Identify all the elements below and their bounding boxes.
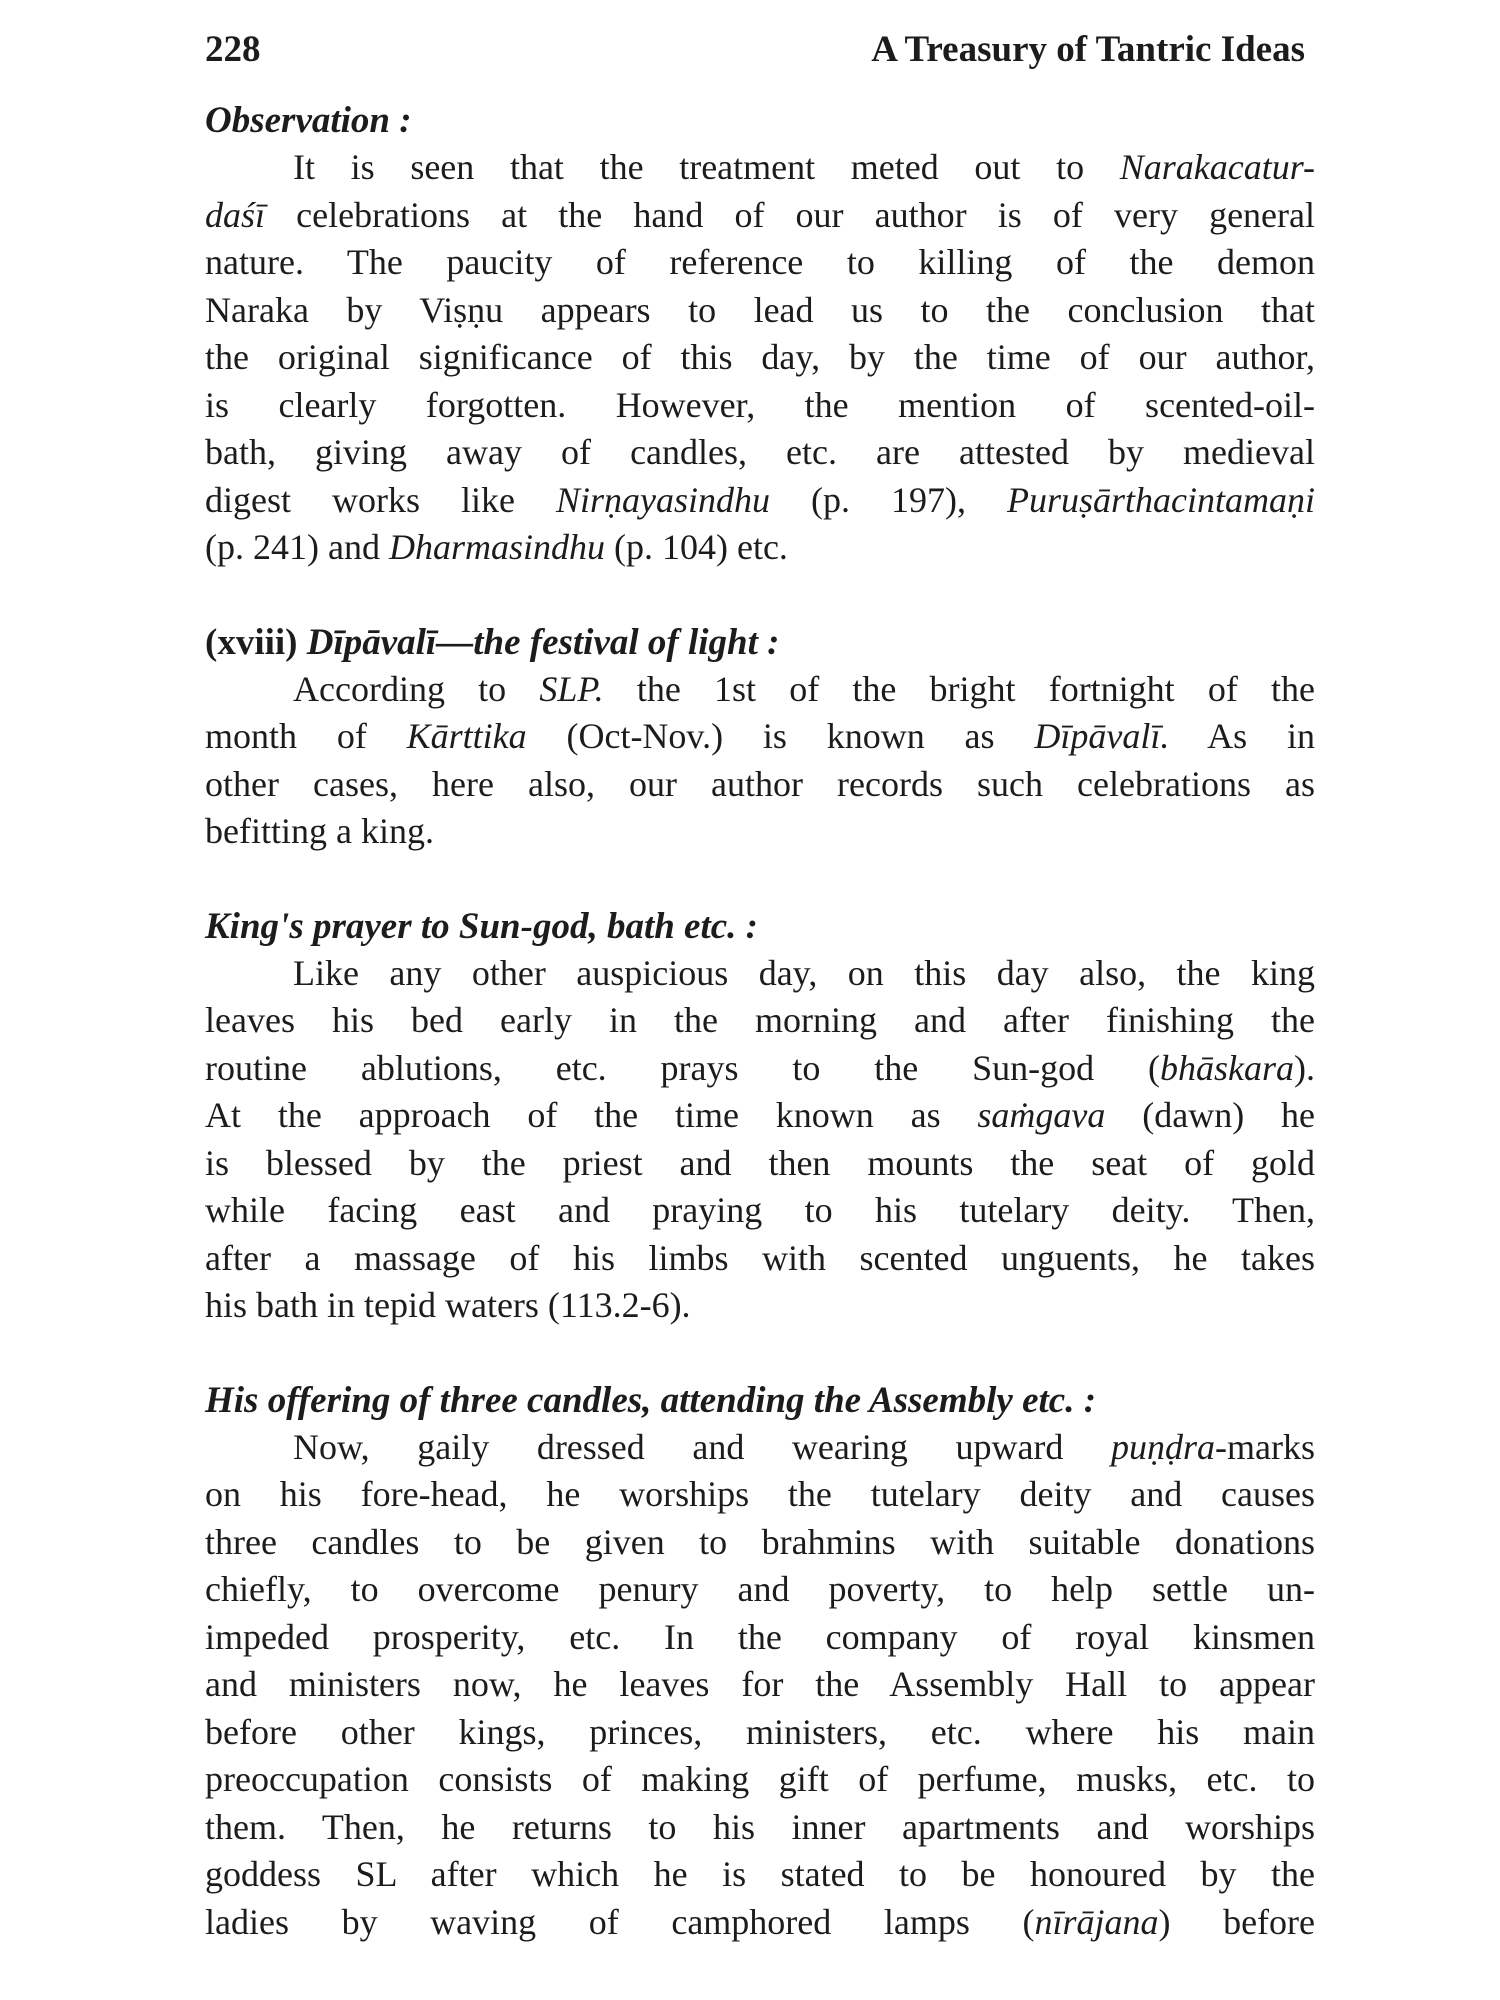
text-run: Naraka by Viṣṇu appears to lead us to the conclusion that (205, 289, 1315, 330)
running-head (205, 28, 1315, 88)
text-run: befitting a king. (205, 811, 434, 851)
text-run: the original significance of this day, by the time of our author, (205, 337, 1315, 377)
italic-term: Kārttika (406, 716, 527, 756)
text-run: bath, giving away of candles, etc. are attested by medieval (205, 432, 1315, 472)
text-line (205, 666, 1315, 714)
observation-heading: Observation : (205, 100, 412, 141)
text-line (205, 1471, 1315, 1519)
text-line (205, 713, 1315, 761)
running-title: A Treasury of Tantric Ideas (871, 29, 1305, 70)
text-line (205, 192, 1315, 240)
text-run: (p. 197), (770, 479, 1007, 520)
text-line (205, 429, 1315, 477)
text-line (205, 761, 1315, 809)
text-run: other cases, here also, our author records such celebrations as (205, 763, 1315, 804)
text-run: chiefly, to overcome penury and poverty, to help settle un- (205, 1569, 1315, 1609)
kings-prayer-heading: King's prayer to Sun-god, bath etc. : (205, 905, 758, 947)
text-line (205, 1092, 1315, 1140)
text-run: month of (205, 716, 407, 756)
text-line (205, 1282, 1315, 1330)
italic-term: saṁgava (977, 1095, 1106, 1135)
text-line (205, 1756, 1315, 1804)
italic-term: nīrājana (1034, 1901, 1159, 1942)
text-run: them. Then, he returns to his inner apartments and worships (205, 1806, 1315, 1847)
text-run: three candles to be given to brahmins with suitable donations (205, 1521, 1315, 1562)
text-run: It is seen that the treatment meted out to (293, 147, 1120, 187)
italic-term: bhāskara (1160, 1047, 1294, 1088)
text-run: Like any other auspicious day, on this day also, the king (293, 952, 1315, 993)
text-run: (dawn) he (1105, 1095, 1315, 1135)
text-line (205, 382, 1315, 430)
text-run: routine ablutions, etc. prays to the Sun-god ( (205, 1047, 1160, 1088)
text-line (205, 1804, 1315, 1852)
book-page (205, 28, 1315, 1946)
text-run: on his fore-head, he worships the tutelary deity and causes (205, 1474, 1315, 1514)
text-line (205, 239, 1315, 287)
italic-term: Dharmasindhu (388, 527, 605, 567)
text-run: ) before (1158, 1901, 1316, 1942)
text-line (205, 997, 1315, 1045)
text-run: According to (293, 668, 540, 709)
offering-paragraph (205, 1424, 1315, 1947)
observation-paragraph (205, 144, 1315, 572)
text-run: -marks (1215, 1426, 1315, 1467)
italic-term: SLP. (539, 668, 604, 709)
text-run: As in (1169, 716, 1316, 756)
text-run: and ministers now, he leaves for the Assembly Hall to appear (205, 1664, 1315, 1704)
text-line (205, 950, 1315, 998)
dipavali-heading-title: Dīpāvalī—the festival of light : (306, 621, 780, 663)
text-run: digest works like (205, 479, 556, 520)
text-run: the 1st of the bright fortnight of the (603, 668, 1316, 709)
text-line (205, 1045, 1315, 1093)
text-run: is clearly forgotten. However, the mention of scented-oil- (205, 384, 1315, 425)
text-run: (p. 241) and (205, 527, 389, 567)
offering-heading: His offering of three candles, attending the Assembly etc. : (205, 1379, 1097, 1421)
page-number: 228 (205, 29, 261, 70)
text-line (205, 1519, 1315, 1567)
italic-term: Narakacatur- (1119, 147, 1315, 187)
text-run: ladies by waving of camphored lamps ( (205, 1901, 1035, 1942)
text-run: after a massage of his limbs with scented unguents, he takes (205, 1237, 1315, 1278)
text-run: goddess SL after which he is stated to be honoured by the (205, 1854, 1315, 1894)
text-line (205, 808, 1315, 856)
text-line (205, 287, 1315, 335)
text-line (205, 1709, 1315, 1757)
text-run: is blessed by the priest and then mounts the seat of gold (205, 1142, 1315, 1183)
dipavali-heading (205, 620, 1315, 666)
text-line (205, 144, 1315, 192)
text-run: his bath in tepid waters (113.2-6). (205, 1285, 691, 1325)
italic-term: daśī (205, 194, 266, 235)
text-run: Now, gaily dressed and wearing upward (293, 1426, 1112, 1467)
italic-term: Puruṣārthacintamaṇi (1006, 479, 1315, 520)
text-line (205, 1235, 1315, 1283)
dipavali-heading-number: (xviii) (205, 621, 298, 663)
dipavali-paragraph (205, 666, 1315, 856)
text-run: leaves his bed early in the morning and after finishing the (205, 1000, 1315, 1040)
text-line (205, 524, 1315, 572)
text-line (205, 1187, 1315, 1235)
text-line (205, 1566, 1315, 1614)
italic-term: puṇḍra (1111, 1426, 1216, 1467)
text-run: (p. 104) etc. (605, 527, 788, 567)
italic-term: Dīpāvalī. (1034, 716, 1170, 756)
italic-term: Nirṇayasindhu (555, 479, 770, 520)
text-run: celebrations at the hand of our author is of very general (265, 194, 1315, 235)
text-run: (Oct-Nov.) is known as (526, 716, 1035, 756)
text-run: ). (1294, 1047, 1315, 1088)
text-run: At the approach of the time known as (205, 1095, 978, 1135)
text-line (205, 477, 1315, 525)
text-line (205, 1140, 1315, 1188)
text-line (205, 1851, 1315, 1899)
text-run: before other kings, princes, ministers, etc. where his main (205, 1711, 1315, 1752)
text-run: while facing east and praying to his tutelary deity. Then, (205, 1190, 1315, 1230)
text-line (205, 1614, 1315, 1662)
text-line (205, 1899, 1315, 1947)
text-run: impeded prosperity, etc. In the company of royal kinsmen (205, 1616, 1315, 1657)
kings-prayer-paragraph (205, 950, 1315, 1330)
text-run: preoccupation consists of making gift of perfume, musks, etc. to (205, 1759, 1315, 1799)
text-run: nature. The paucity of reference to killing of the demon (205, 242, 1315, 282)
text-line (205, 1661, 1315, 1709)
text-line (205, 1424, 1315, 1472)
text-line (205, 334, 1315, 382)
